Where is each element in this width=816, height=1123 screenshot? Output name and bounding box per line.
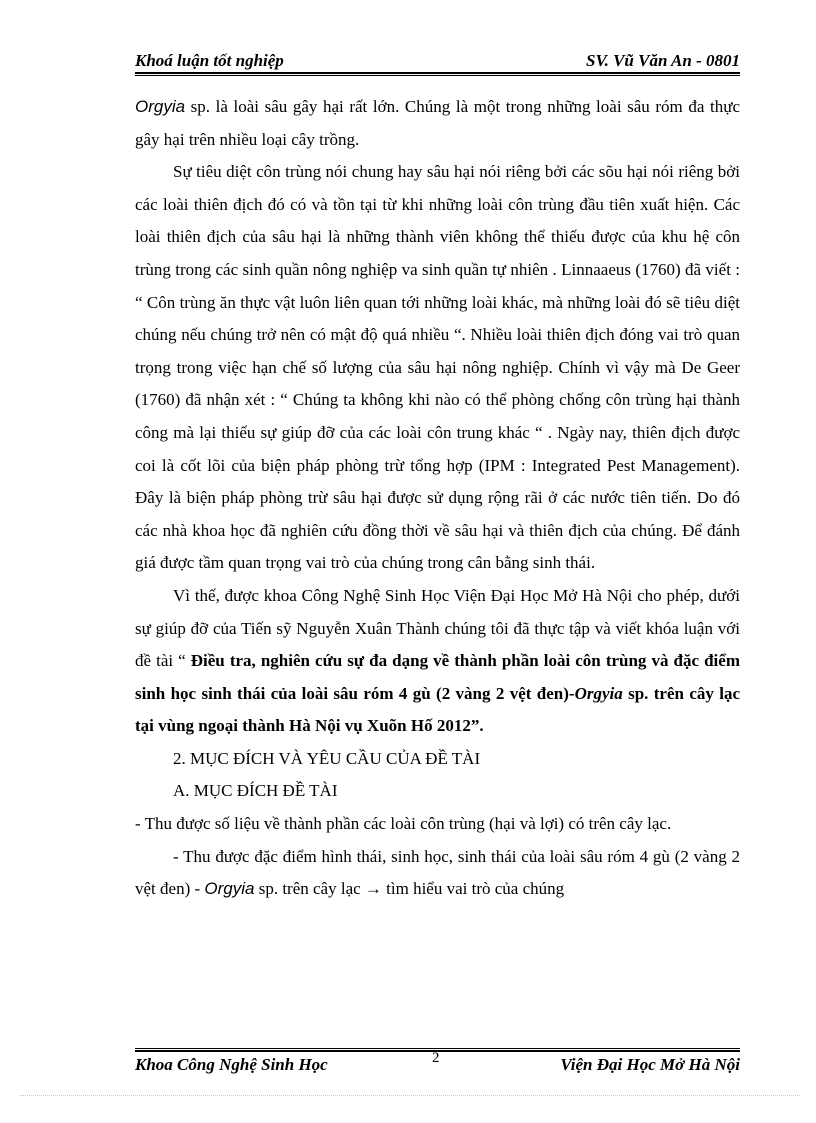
- paragraph-3: [135, 580, 740, 743]
- section-heading-2: 2. MỤC ĐÍCH VÀ YÊU CẦU CỦA ĐỀ TÀI: [173, 748, 481, 768]
- bullet-2-after: sp. trên cây lạc → tìm hiểu vai trò của chúng: [254, 879, 565, 899]
- paragraph-1: [135, 91, 740, 156]
- bullet-1: - Thu được số liệu về thành phần các loài côn trùng (hại và lợi) có trên cây lạc.: [135, 814, 672, 834]
- footer-institute-label: Viện Đại Học Mở Hà Nội: [560, 1055, 740, 1074]
- header-student-label: SV. Vũ Văn An - 0801: [585, 51, 740, 70]
- paragraph-3-intro: Vì thế, được khoa Công Nghệ Sinh Học Viện Đại Học Mở Hà Nội cho phép, dưới sự giúp đỡ của Tiến sỹ Nguyễn Xuân Thành chúng tôi đã thực tập và viết khóa luận với đề tài “: [135, 585, 740, 671]
- page-body: [135, 91, 740, 906]
- page-header: [135, 50, 740, 72]
- page-edge-divider: [20, 1095, 800, 1096]
- header-divider: [135, 72, 740, 76]
- paragraph-2: Sự tiêu diệt côn trùng nói chung hay sâu hại nói riêng bởi các sõu hại nói riêng bởi các loài thiên địch đó có và tồn tại từ khi những loài côn trùng đầu tiên xuất hiện. Các loài thiên địch của sâu hại là những thành viên không thể thiếu được của khu hệ côn trùng trong các sinh quần nông nghiệp va sinh quần tự nhiên . Linnaaeus (1760) đã viết : “ Côn trùng ăn thực vật luôn liên quan tới những loài khác, mà những loài đó sẽ tiêu diệt chúng nếu chúng trở nên có mật độ quá nhiều “. Nhiều loài thiên địch đóng vai trò quan trọng trong việc hạn chế số lượng của sâu hại nông nghiệp. Chính vì vậy mà De Geer (1760) đã nhận xét : “ Chúng ta không khi nào có thể phòng chống côn trùng hại thành công mà lại thiếu sự giúp đỡ của các loài côn trung khác “ . Ngày nay, thiên địch được coi là cốt lõi của biện pháp phòng trừ tổng hợp (IPM : Integrated Pest Management). Đây là biện pháp phòng trừ sâu hại được sử dụng rộng rãi ở các nước tiên tiến. Do đó các nhà khoa học đã nghiên cứu đồng thời về sâu hại và thiên địch của chúng. Để đánh giá được tầm quan trọng vai trò của chúng trong cân bằng sinh thái.: [135, 162, 740, 573]
- paragraph-1-text: sp. là loài sâu gây hại rất lớn. Chúng là một trong những loài sâu róm đa thực gây hại trên nhiều loại cây trồng.: [135, 97, 740, 149]
- page-footer: [135, 1050, 740, 1078]
- thesis-title-part2: sp. trên cây lạc tại vùng ngoại thành Hà Nội vụ Xuõn Hố 2012”.: [135, 683, 740, 736]
- thesis-title-part1: Điều tra, nghiên cứu sự đa dạng về thành phần loài côn trùng và đặc điểm sinh học sinh thái của loài sâu róm 4 gù (2 vàng 2 vệt đen)-: [135, 651, 740, 703]
- thesis-title-species: Orgyia: [574, 683, 623, 703]
- bullet-2: [135, 841, 740, 906]
- species-name: Orgyia: [135, 97, 186, 116]
- bullet-2-species: Orgyia: [204, 879, 255, 899]
- page-number: 2: [432, 1050, 440, 1066]
- subsection-heading-a: A. MỤC ĐÍCH ĐỀ TÀI: [173, 781, 338, 801]
- footer-faculty-label: Khoa Công Nghệ Sinh Học: [135, 1055, 328, 1074]
- bullet-2-before: - Thu được đặc điểm hình thái, sinh học, sinh thái của loài sâu róm 4 gù (2 vàng 2 vệt đen) -: [135, 846, 740, 899]
- header-thesis-label: Khoá luận tốt nghiệp: [135, 51, 284, 70]
